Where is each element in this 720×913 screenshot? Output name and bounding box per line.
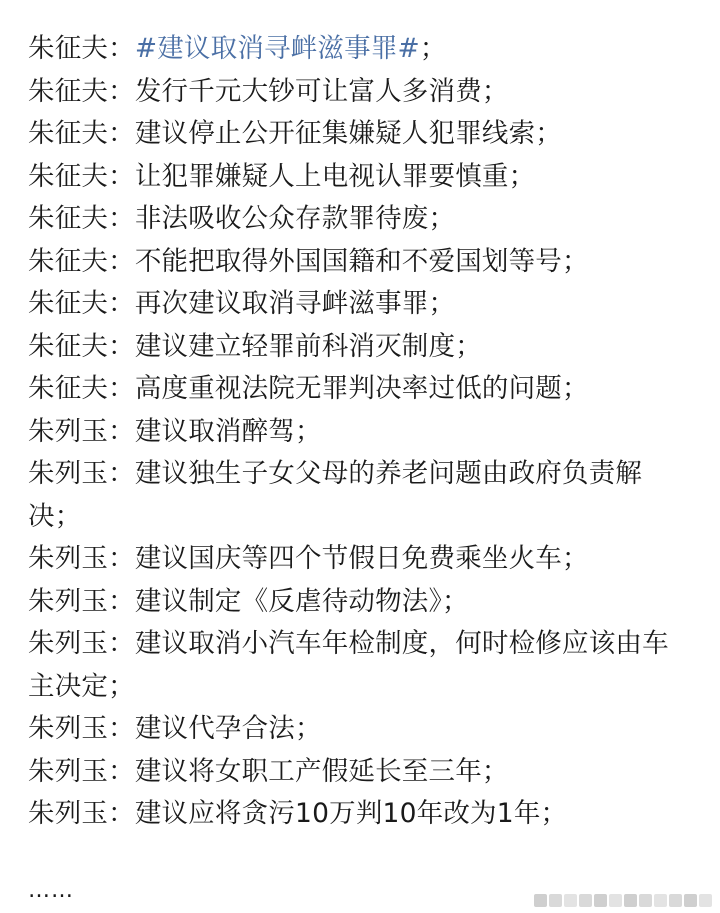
truncation-ellipsis: …… bbox=[28, 878, 74, 903]
separator: ： bbox=[108, 75, 135, 107]
post-line bbox=[28, 411, 692, 454]
post-line bbox=[28, 623, 692, 708]
speaker-name: 朱征夫 bbox=[28, 160, 109, 192]
speaker-name: 朱征夫 bbox=[28, 203, 109, 234]
speaker-name: 朱征夫 bbox=[28, 118, 109, 149]
post-line bbox=[28, 326, 692, 369]
post-line bbox=[28, 368, 692, 411]
line-text: 非法吸收公众存款罪待废； bbox=[134, 203, 456, 234]
speaker-name: 朱列玉 bbox=[28, 458, 109, 489]
line-text: ； bbox=[419, 33, 447, 64]
hashtag-link[interactable]: #建议取消寻衅滋事罪# bbox=[134, 33, 420, 64]
speaker-name: 朱征夫 bbox=[28, 330, 109, 362]
separator: ： bbox=[108, 798, 135, 829]
line-text: 建议取消小汽车年检制度，何时检修应该由车主决定； bbox=[28, 628, 669, 702]
speaker-name: 朱征夫 bbox=[28, 288, 109, 319]
post-line bbox=[28, 71, 692, 114]
line-text: 建议应将贪污10万判10年改为1年； bbox=[134, 798, 568, 829]
line-text: 高度重视法院无罪判决率过低的问题； bbox=[134, 373, 589, 404]
line-text: 建议国庆等四个节假日免费乘坐火车； bbox=[134, 543, 589, 574]
separator: ： bbox=[108, 585, 135, 617]
separator: ： bbox=[108, 245, 135, 277]
post-line bbox=[28, 283, 692, 326]
line-text: 不能把取得外国国籍和不爱国划等号； bbox=[134, 245, 589, 277]
speaker-name: 朱列玉 bbox=[28, 713, 109, 744]
post-line bbox=[28, 453, 692, 538]
post-line bbox=[28, 538, 692, 581]
line-text: 建议取消醉驾； bbox=[134, 415, 322, 447]
separator: ： bbox=[108, 458, 135, 489]
speaker-name: 朱征夫 bbox=[28, 245, 109, 277]
speaker-name: 朱征夫 bbox=[28, 75, 109, 107]
separator: ： bbox=[108, 755, 135, 787]
speaker-name: 朱征夫 bbox=[28, 33, 109, 64]
speaker-name: 朱列玉 bbox=[28, 543, 109, 574]
post-line bbox=[28, 198, 692, 241]
separator: ： bbox=[108, 288, 135, 319]
post-line bbox=[28, 28, 692, 71]
speaker-name: 朱列玉 bbox=[28, 755, 109, 787]
post-line bbox=[28, 113, 692, 156]
separator: ： bbox=[108, 628, 135, 659]
separator: ： bbox=[108, 543, 135, 574]
line-text: 再次建议取消寻衅滋事罪； bbox=[134, 288, 456, 319]
post-line bbox=[28, 581, 692, 624]
separator: ： bbox=[108, 203, 135, 234]
separator: ： bbox=[108, 330, 135, 362]
watermark-logo bbox=[534, 894, 712, 907]
separator: ： bbox=[108, 160, 135, 192]
speaker-name: 朱列玉 bbox=[28, 415, 109, 447]
post-body bbox=[28, 28, 692, 836]
separator: ： bbox=[108, 33, 135, 64]
separator: ： bbox=[108, 713, 135, 744]
line-text: 建议建立轻罪前科消灭制度； bbox=[134, 330, 482, 362]
separator: ： bbox=[108, 415, 135, 447]
post-line bbox=[28, 156, 692, 199]
line-text: 建议制定《反虐待动物法》； bbox=[134, 585, 469, 617]
post-line bbox=[28, 793, 692, 836]
separator: ： bbox=[108, 373, 135, 404]
speaker-name: 朱列玉 bbox=[28, 628, 109, 659]
line-text: 建议停止公开征集嫌疑人犯罪线索； bbox=[134, 118, 563, 149]
speaker-name: 朱征夫 bbox=[28, 373, 109, 404]
post-line bbox=[28, 708, 692, 751]
line-text: 发行千元大钞可让富人多消费； bbox=[134, 75, 509, 107]
separator: ： bbox=[108, 118, 135, 149]
speaker-name: 朱列玉 bbox=[28, 798, 109, 829]
post-line bbox=[28, 241, 692, 284]
line-text: 建议独生子女父母的养老问题由政府负责解决； bbox=[28, 458, 643, 532]
line-text: 让犯罪嫌疑人上电视认罪要慎重； bbox=[134, 160, 536, 192]
line-text: 建议将女职工产假延长至三年； bbox=[134, 755, 509, 787]
post-line bbox=[28, 751, 692, 794]
speaker-name: 朱列玉 bbox=[28, 585, 109, 617]
line-text: 建议代孕合法； bbox=[134, 713, 322, 744]
